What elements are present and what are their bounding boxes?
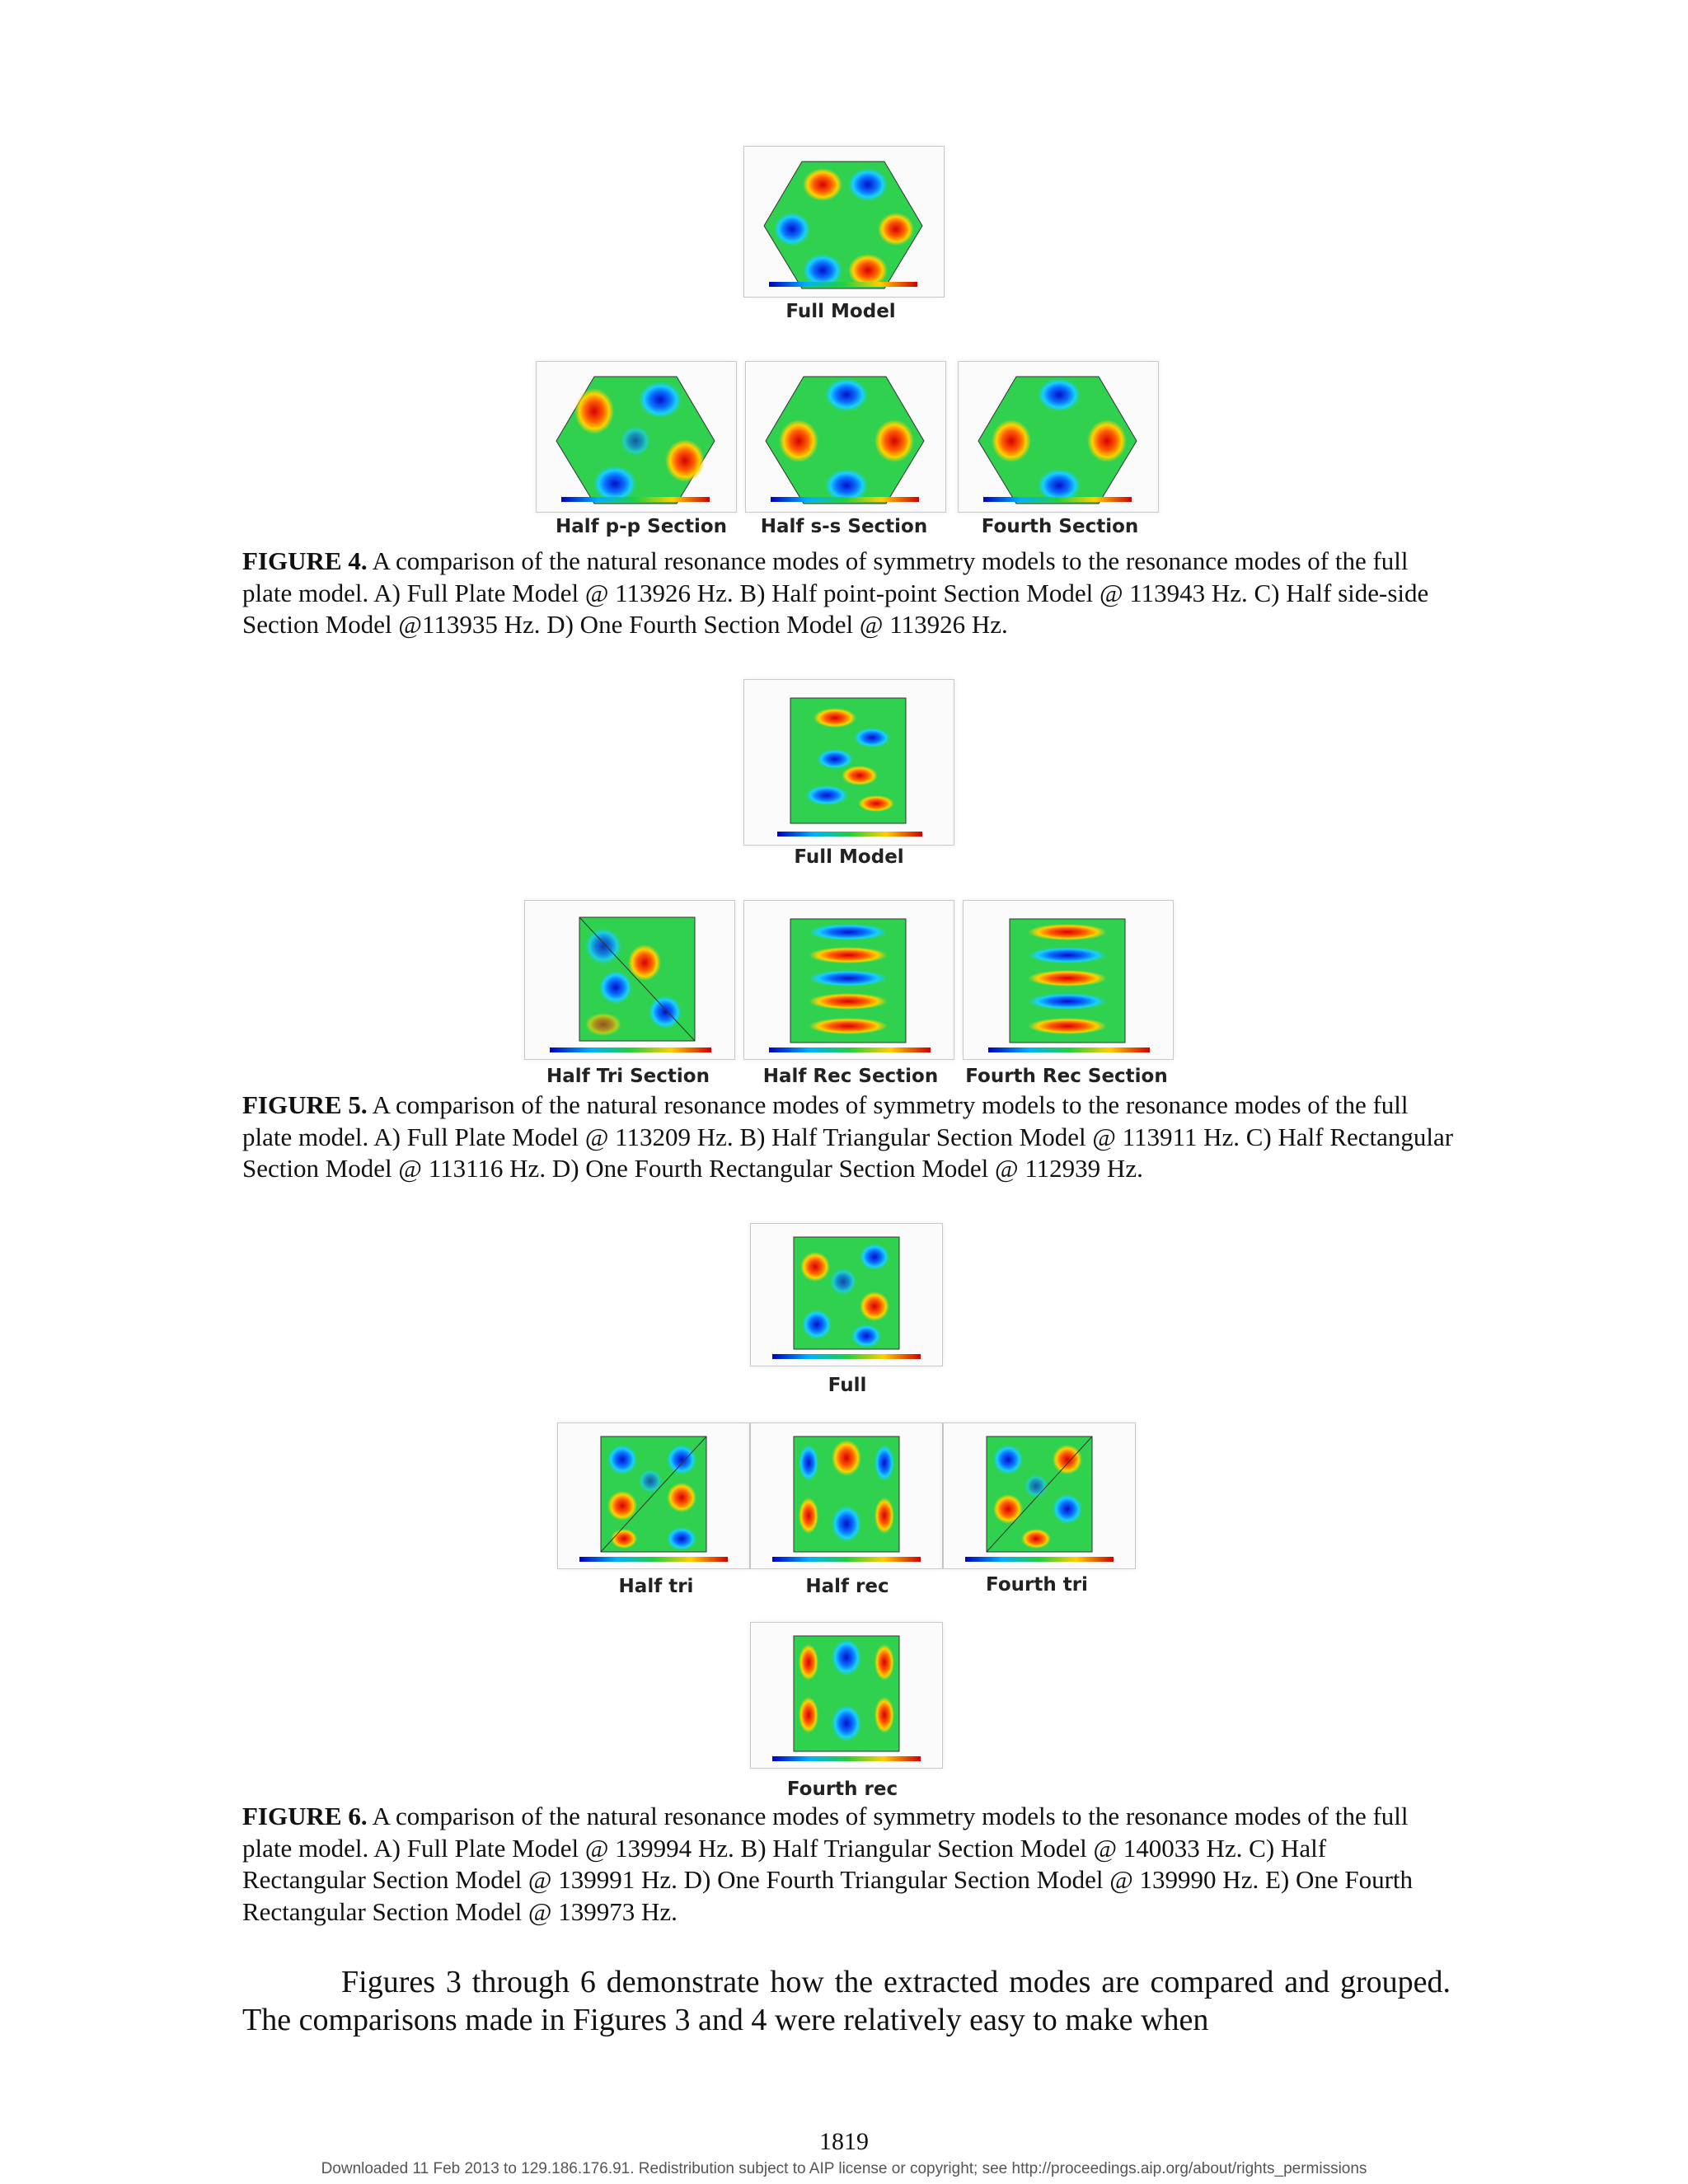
fig5-panel-half-tri [524, 900, 735, 1060]
fig5-panel-half-rec [743, 900, 954, 1060]
fig4-panel-fourth [958, 361, 1159, 513]
fig4-half-ss-plot [746, 362, 945, 512]
fig5-label-half-tri: Half Tri Section [546, 1066, 710, 1087]
fig6-panel-full [750, 1223, 943, 1366]
fig5-full-plot [744, 680, 954, 845]
fig5-label-full: Full Model [794, 846, 904, 868]
fig6-label-full: Full [828, 1375, 867, 1396]
fig6-panel-fourth-rec [750, 1622, 943, 1769]
fig4-full-plot [744, 147, 944, 297]
fig6-label-half-tri: Half tri [618, 1576, 694, 1597]
fig6-label-half-rec: Half rec [805, 1576, 889, 1597]
fig5-panel-full [743, 679, 954, 846]
fig4-label-fourth: Fourth Section [981, 516, 1139, 537]
fig5-caption-label: FIGURE 5. [242, 1090, 368, 1119]
body-paragraph: Figures 3 through 6 demonstrate how the extracted modes are compared and grouped. The comparisons made in Figures 3 and 4 were relatively easy to make when [242, 1965, 1451, 2037]
fig5-caption [242, 1090, 1454, 1185]
fig6-caption [242, 1801, 1454, 1928]
fig4-panel-full [743, 146, 945, 298]
fig4-panel-half-ss [745, 361, 946, 513]
fig4-half-pp-plot [537, 362, 736, 512]
fig6-caption-label: FIGURE 6. [242, 1802, 368, 1830]
fig6-label-fourth-rec: Fourth rec [786, 1779, 898, 1800]
download-footer: Downloaded 11 Feb 2013 to 129.186.176.91. Redistribution subject to AIP license or copyright; see http://proceedings.aip.org/about/rights_permissions [321, 2160, 1367, 2177]
fig5-fourth-rec-plot [964, 901, 1173, 1059]
fig4-fourth-plot [959, 362, 1158, 512]
fig6-panel-fourth-tri [943, 1422, 1136, 1569]
fig5-caption-text: A comparison of the natural resonance modes of symmetry models to the resonance modes of the full plate model. A) Full Plate Model @ 113209 Hz. B) Half Triangular Section Model @ 113911 Hz. C) Half Rectangular Section Model @ 113116 Hz. D) One Fourth Rectangular Section Model @ 112939 Hz. [242, 1090, 1454, 1183]
fig4-panel-half-pp [536, 361, 737, 513]
fig5-label-fourth-rec: Fourth Rec Section [965, 1066, 1168, 1087]
fig6-fourth-rec-plot [751, 1623, 942, 1768]
fig5-half-rec-plot [744, 901, 954, 1059]
fig4-label-full: Full Model [785, 301, 896, 322]
fig6-panel-half-rec [750, 1422, 943, 1569]
fig5-panel-fourth-rec [963, 900, 1174, 1060]
fig6-half-rec-plot [751, 1423, 942, 1568]
fig6-panel-half-tri [557, 1422, 750, 1569]
fig6-fourth-tri-plot [944, 1423, 1135, 1568]
fig4-label-half-ss: Half s-s Section [760, 516, 928, 537]
fig4-label-half-pp: Half p-p Section [556, 516, 727, 537]
fig6-full-plot [751, 1224, 942, 1366]
fig4-caption [242, 546, 1454, 641]
fig6-caption-text: A comparison of the natural resonance modes of symmetry models to the resonance modes of the full plate model. A) Full Plate Model @ 139994 Hz. B) Half Triangular Section Model @ 140033 Hz. C) Half Rectangular Section Model @ 139991 Hz. D) One Fourth Triangular Section Model @ 139990 Hz. E) One Fourth Rectangular Section Model @ 139973 Hz. [242, 1802, 1414, 1926]
fig6-label-fourth-tri: Fourth tri [986, 1574, 1088, 1596]
fig5-label-half-rec: Half Rec Section [762, 1066, 939, 1087]
page-number: 1819 [819, 2128, 869, 2155]
fig5-half-tri-plot [525, 901, 734, 1059]
fig4-caption-text: A comparison of the natural resonance modes of symmetry models to the resonance modes of the full plate model. A) Full Plate Model @ 113926 Hz. B) Half point-point Section Model @ 113943 Hz. C) Half side-side Section Model @113935 Hz. D) One Fourth Section Model @ 113926 Hz. [242, 546, 1429, 639]
fig4-caption-label: FIGURE 4. [242, 546, 368, 575]
fig6-half-tri-plot [558, 1423, 749, 1568]
